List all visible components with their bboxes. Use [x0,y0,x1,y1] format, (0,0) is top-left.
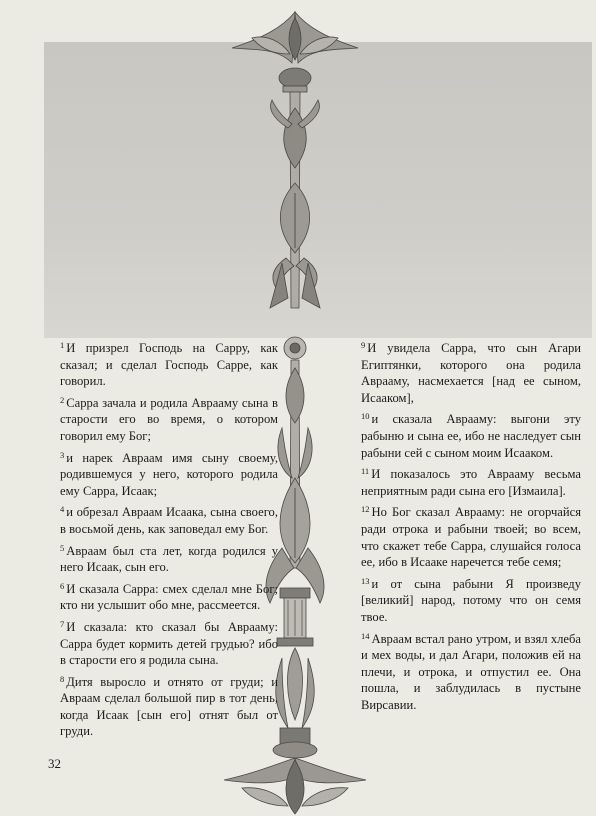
verse [60,447,278,500]
verse [60,578,278,614]
verse-text: и сказала Аврааму: выгони эту рабыню и сына ее, ибо не наследует сын рабыни сей с сыном моим Исааком. [361,412,581,460]
verse [60,671,278,740]
verse [60,337,278,390]
left-text-column [60,337,278,749]
verse-number: 8 [60,673,65,684]
verse-text: Авраам был ста лет, когда родился у него Исаак, сын его. [60,543,278,575]
verse-text: Авраам встал рано утром, и взял хлеба и мех воды, и дал Агари, положив ей на плечи, и отрока, и отпустил ее. Она пошла, и заблудилась в пустыне Вирсавии. [361,631,581,712]
verse-number: 13 [361,575,370,586]
verse [361,463,581,499]
verse-number: 7 [60,618,65,629]
verse-text: Сарра зачала и родила Аврааму сына в старости его во время, о котором говорил ему Бог; [60,395,278,443]
verse-text: и от сына рабыни Я произведу [великий] народ, потому что он семя твое. [361,576,581,624]
verse-number: 12 [361,504,370,515]
verse [60,616,278,669]
verse-number: 14 [361,630,370,641]
verse-number: 11 [361,466,370,477]
verse-number: 1 [60,340,65,350]
verse [60,501,278,537]
verse-number: 3 [60,449,65,460]
verse-number: 2 [60,394,65,405]
verse-text: И показалось это Аврааму весьма неприятным ради сына его [Измаила]. [361,467,581,498]
verse [361,501,581,570]
verse-text: И призрел Господь на Сарру, как сказал; и сделал Господь Сарре, как говорил. [60,341,278,389]
verse [361,573,581,626]
verse-text: И сказала Сарра: смех сделал мне Бог; кто ни услышит обо мне, рассмеется. [60,581,278,613]
verse [361,337,581,406]
verse-text: Но Бог сказал Аврааму: не огорчайся ради отрока и рабыни твоей; во всем, что скажет тебе Сарра, слушайся голоса ее, ибо в Исааке наречется тебе семя; [361,505,581,570]
verse-text: Дитя выросло и отнято от груди; и Авраам сделал большой пир в тот день, когда Исаак [сын его] отнят был от груди. [60,674,278,739]
verse-text: и нарек Авраам имя сыну своему, родившемуся у него, которого родила ему Сарра, Исаак; [60,450,278,498]
verse-number: 6 [60,580,65,591]
right-text-column [361,337,581,749]
verse [361,628,581,714]
verse-text: и обрезал Авраам Исаака, сына своего, в восьмой день, как заповедал ему Бог. [60,505,278,536]
verse-text: И сказала: кто сказал бы Аврааму: Сарра будет кормить детей грудью? ибо в старости его я родила сына. [60,619,278,668]
verse-number: 4 [60,504,65,515]
verse [361,408,581,461]
verse-number: 9 [361,340,366,350]
verse-number: 5 [60,542,65,553]
page-number: 32 [48,756,61,771]
verse [60,540,278,576]
verse-text: И увидела Сарра, что сын Агари Египтянки, которого она родила Аврааму, насмехается [над ее сыном, Исааком], [361,341,581,405]
verse [60,392,278,445]
verse-number: 10 [361,411,370,422]
